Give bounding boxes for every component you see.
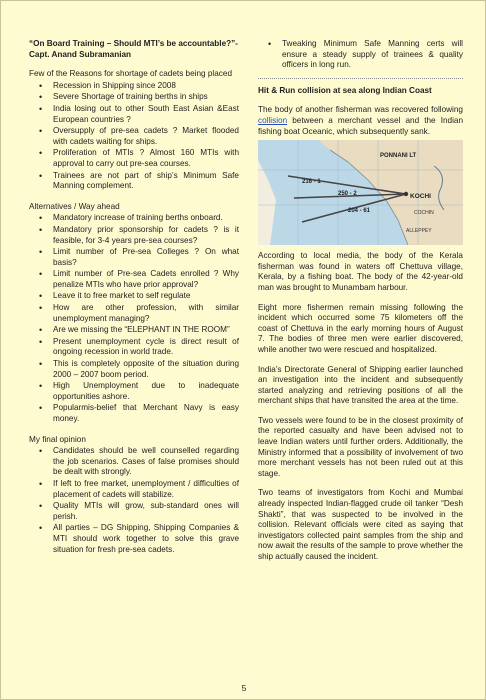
list-item: • High Unemployment due to inadequate opportunities ashore. — [53, 381, 239, 402]
right-column — [258, 39, 463, 563]
list-item: • Tweaking Minimum Safe Manning certs will ensure a steady supply of trainees & quality officers in long run. — [282, 39, 463, 71]
article-title: “On Board Training – Should MTI’s be accountable?”- Capt. Anand Subramanian — [29, 39, 238, 59]
collision-map-image — [258, 140, 463, 245]
news-paragraph-5: Two vessels were found to be in the closest proximity of the reported casualty and have been advised not to leave Indian waters until further orders. Additionally, the Ministry informed that a possibility of involvement of two more merchant vessels has not been ruled out at this stage. — [258, 415, 463, 478]
list-item: • If left to free market, unemployment / difficulties of placement of cadets will stabilize. — [53, 479, 239, 500]
list-item: • Are we missing the “ELEPHANT IN THE ROOM” — [53, 325, 239, 336]
continued-list — [258, 39, 463, 71]
map-label-250: 250 - 2 — [338, 191, 357, 198]
reasons-heading: Few of the Reasons for shortage of cadets being placed — [29, 69, 232, 79]
list-item: • Severe Shortage of training berths in ships — [53, 92, 239, 103]
list-item: • Present unemployment cycle is direct result of ongoing recession in world trade. — [53, 337, 239, 358]
news-paragraph-6: Two teams of investigators from Kochi and Mumbai already inspected Indian-flagged crude oil tanker “Desh Shakti”, that was suspected to be involved in the collision. Relevant officials were cited as saying that investigators collected paint samples from the ship and now await the results of the sample to prove whether the ship actually caused the incident. — [258, 488, 463, 561]
opinion-heading: My final opinion — [29, 434, 86, 444]
list-item: • Limit number of Pre-sea Cadets enrolled ? Why penalize MTIs who have prior approval? — [53, 269, 239, 290]
list-item: • Oversupply of pre-sea cadets ? Market flooded with cadets waiting for ships. — [53, 126, 239, 147]
map-label-cochin: COCHIN — [414, 210, 434, 217]
map-label-216: 216 - 1 — [302, 179, 321, 186]
page-number: 5 — [241, 683, 247, 693]
map-label-kochi: KOCHI — [410, 193, 431, 201]
news-title: Hit & Run collision at sea along Indian Coast — [258, 85, 432, 95]
list-item: • Limit number of Pre-sea Colleges ? On what basis? — [53, 247, 239, 268]
list-item: • This is completely opposite of the situation during 2000 – 2007 boom period. — [53, 359, 239, 380]
text-span: between a merchant vessel and the Indian fishing boat Oceanic, which subsequently sank. — [258, 115, 464, 136]
news-paragraph-4: India’s Directorate General of Shipping earlier launched an investigation into the incident and subsequently started analyzing and retrieving positions of all the merchant ships that have transited the area at the time. — [258, 364, 463, 406]
alternatives-list — [29, 213, 239, 424]
opinion-list — [29, 446, 239, 555]
left-column — [29, 39, 239, 556]
news-paragraph-2: According to local media, the body of the Kerala fisherman was found in waters off Chettuva village, Kerala, by a fishing boat. The body of the 42-year-old man was brought to Munambam harbour. — [258, 251, 463, 292]
list-item: • Mandatory increase of training berths onboard. — [53, 213, 239, 224]
map-graphic — [258, 140, 463, 245]
list-item: • India losing out to other South East Asian &East European countries ? — [53, 104, 239, 125]
list-item: • Recession in Shipping since 2008 — [53, 81, 239, 92]
list-item: • All parties – DG Shipping, Shipping Companies & MTI should work together to solve this grave situation for fresh pre-sea cadets. — [53, 523, 239, 555]
list-item: • How are other profession, with similar unemployment managing? — [53, 303, 239, 324]
list-item: • Mandatory prior sponsorship for cadets ? is it feasible, for 3-4 years pre-sea courses? — [53, 225, 239, 246]
map-label-204: 204 - 61 — [348, 208, 371, 215]
map-label-ponnani: PONNANI LT — [380, 153, 417, 160]
alternatives-heading: Alternatives / Way ahead — [29, 201, 120, 211]
text-span: The body of another fisherman was recovered following — [258, 105, 463, 115]
list-item: • Candidates should be well counselled regarding the job scenarios. Cases of false promises should be dealt with strongly. — [53, 446, 239, 478]
list-item: • Proliferation of MTIs ? Almost 160 MTIs with approval to carry out pre-sea courses. — [53, 148, 239, 169]
reasons-list — [29, 81, 239, 192]
map-label-alleppey: ALLEPPEY — [406, 228, 432, 235]
list-item: • Trainees are not part of ship’s Minimum Safe Manning complement. — [53, 171, 239, 192]
list-item: • Popularmis-belief that Merchant Navy is easy money. — [53, 403, 239, 424]
list-item: • Leave it to free market to self regulate — [53, 291, 239, 302]
news-paragraph-1 — [258, 105, 463, 137]
divider — [258, 78, 463, 79]
list-item: • Quality MTIs will grow, sub-standard ones will perish. — [53, 501, 239, 522]
collision-link[interactable]: collision — [258, 115, 288, 125]
news-paragraph-3: Eight more fishermen remain missing following the incident which occurred some 75 kilometers off the coast of Chettuva in the early morning hours of August 7. The bodies of three men were earlier discovered, while another two were rescued and hospitalized. — [258, 302, 463, 354]
